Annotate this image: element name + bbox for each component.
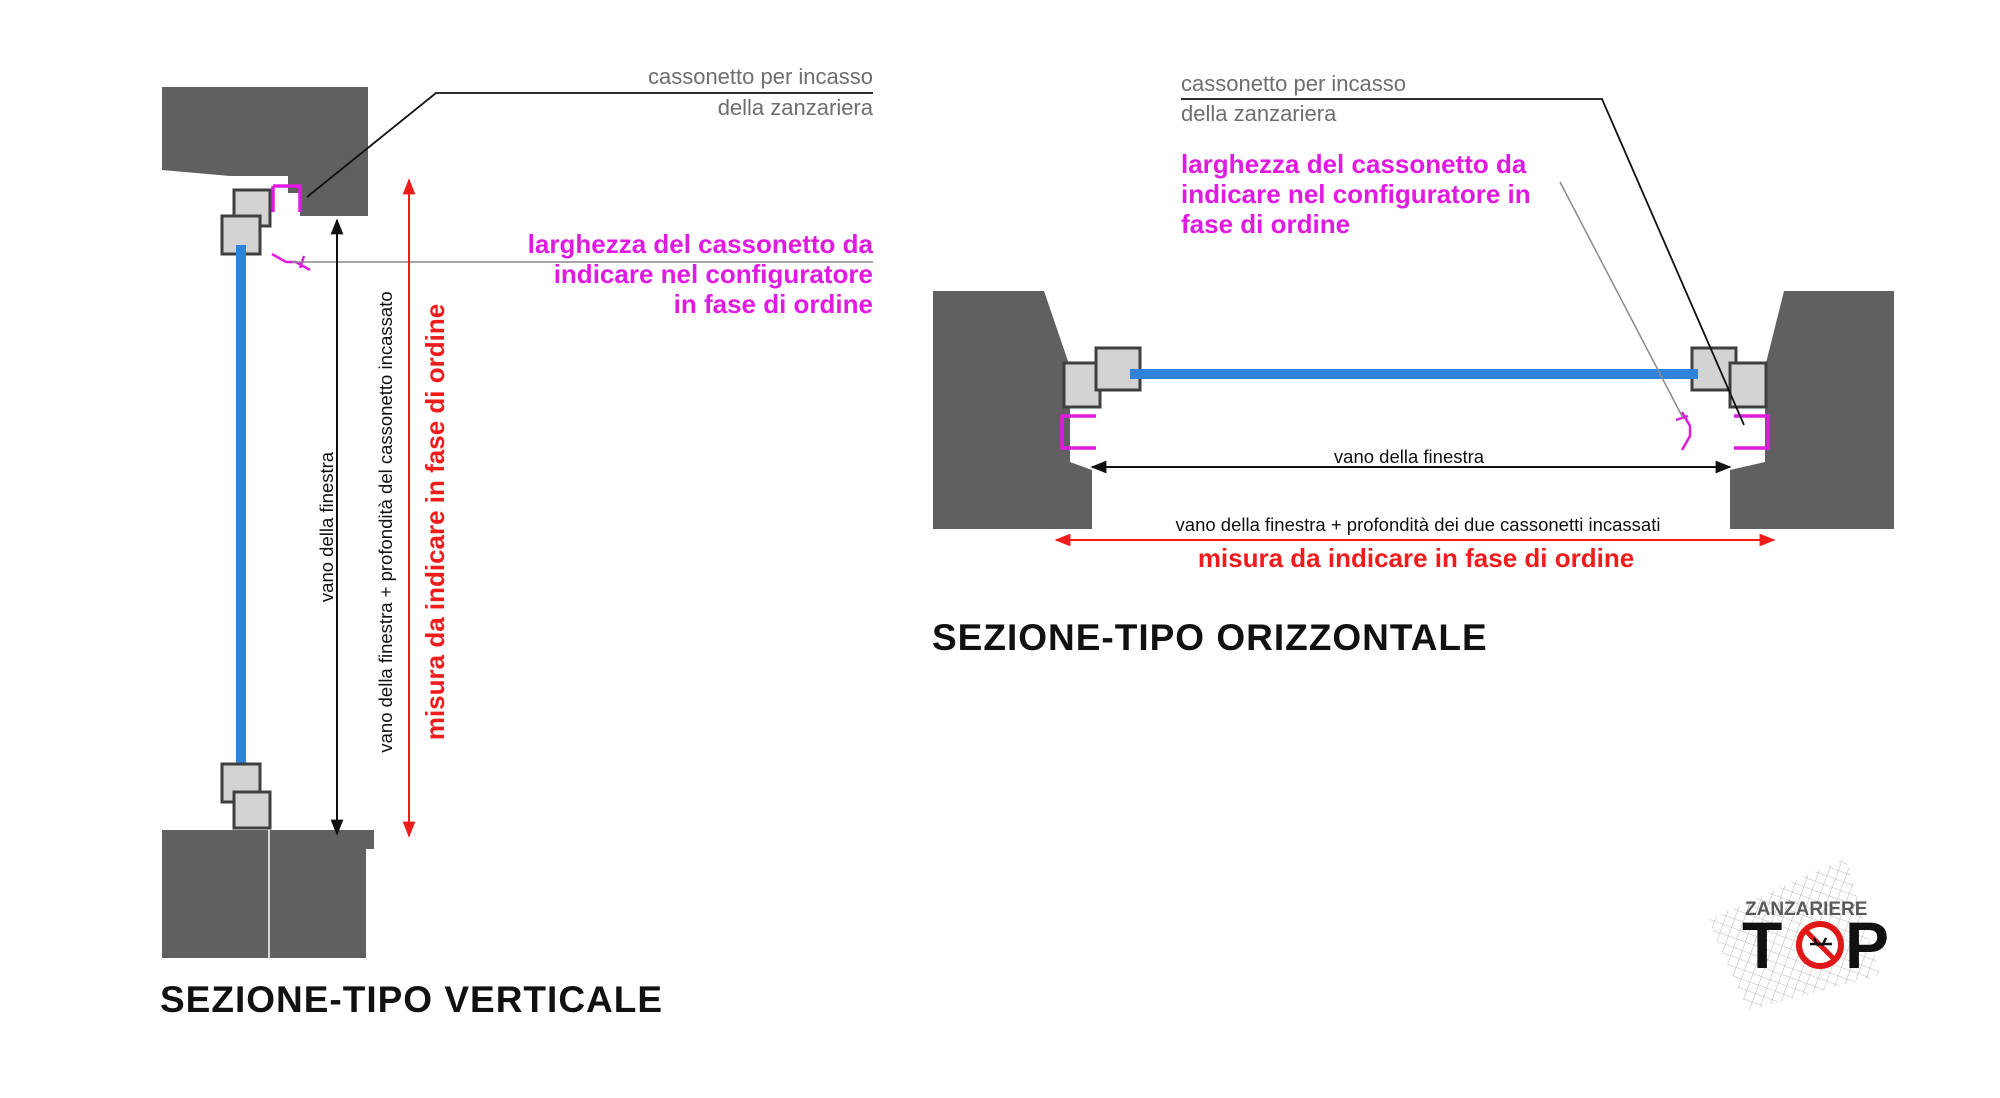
vertical-title: SEZIONE-TIPO VERTICALE xyxy=(160,979,664,1020)
right-jamb-wall xyxy=(1730,291,1894,529)
glass-pane-vertical xyxy=(236,245,246,773)
vertical-section xyxy=(160,64,874,1020)
left-window-frame xyxy=(1064,348,1140,407)
callout-width-line2: indicare nel configuratore xyxy=(553,259,873,289)
zanzariere-top-logo xyxy=(1708,858,1889,1010)
logo-letter-p: P xyxy=(1845,908,1890,982)
callout-box-line1: cassonetto per incasso xyxy=(647,64,873,89)
callout-width-line1-h: larghezza del cassonetto da xyxy=(1181,149,1527,179)
no-mosquito-sign-icon xyxy=(1799,924,1841,966)
dim-total-label-h: vano della finestra + profondità dei due cassonetti incassati xyxy=(1175,514,1661,535)
callout-width-line3: in fase di ordine xyxy=(673,289,873,319)
horizontal-section xyxy=(932,71,1894,658)
logo-letter-t: T xyxy=(1742,908,1783,982)
callout-width-line1: larghezza del cassonetto da xyxy=(527,229,873,259)
dim-window-label-h: vano della finestra xyxy=(1333,446,1485,467)
sill-wall xyxy=(162,830,374,958)
horizontal-title: SEZIONE-TIPO ORIZZONTALE xyxy=(932,617,1488,658)
logo-top-text: ZANZARIERE xyxy=(1745,899,1868,920)
callout-box-line2-h: della zanzariera xyxy=(1181,101,1337,126)
dim-order-label-h: misura da indicare in fase di ordine xyxy=(1197,543,1635,573)
dim-order-label: misura da indicare in fase di ordine xyxy=(420,303,450,741)
callout-box-line1-h: cassonetto per incasso xyxy=(1181,71,1407,96)
mosquito-net-box-right xyxy=(1734,416,1768,448)
glass-pane-horizontal xyxy=(1130,369,1698,379)
bottom-window-frame xyxy=(222,764,270,828)
right-window-frame xyxy=(1692,348,1766,407)
callout-box-line2: della zanzariera xyxy=(717,95,873,120)
dim-total-label: vano della finestra + profondità del cassonetto incassato xyxy=(375,291,396,753)
callout-width-line2-h: indicare nel configuratore in xyxy=(1181,179,1531,209)
callout-width-leader-h xyxy=(1560,182,1683,418)
left-jamb-wall xyxy=(933,291,1092,529)
top-window-frame xyxy=(222,190,270,254)
callout-width-line3-h: fase di ordine xyxy=(1181,209,1351,239)
dim-window-label: vano della finestra xyxy=(316,451,337,603)
